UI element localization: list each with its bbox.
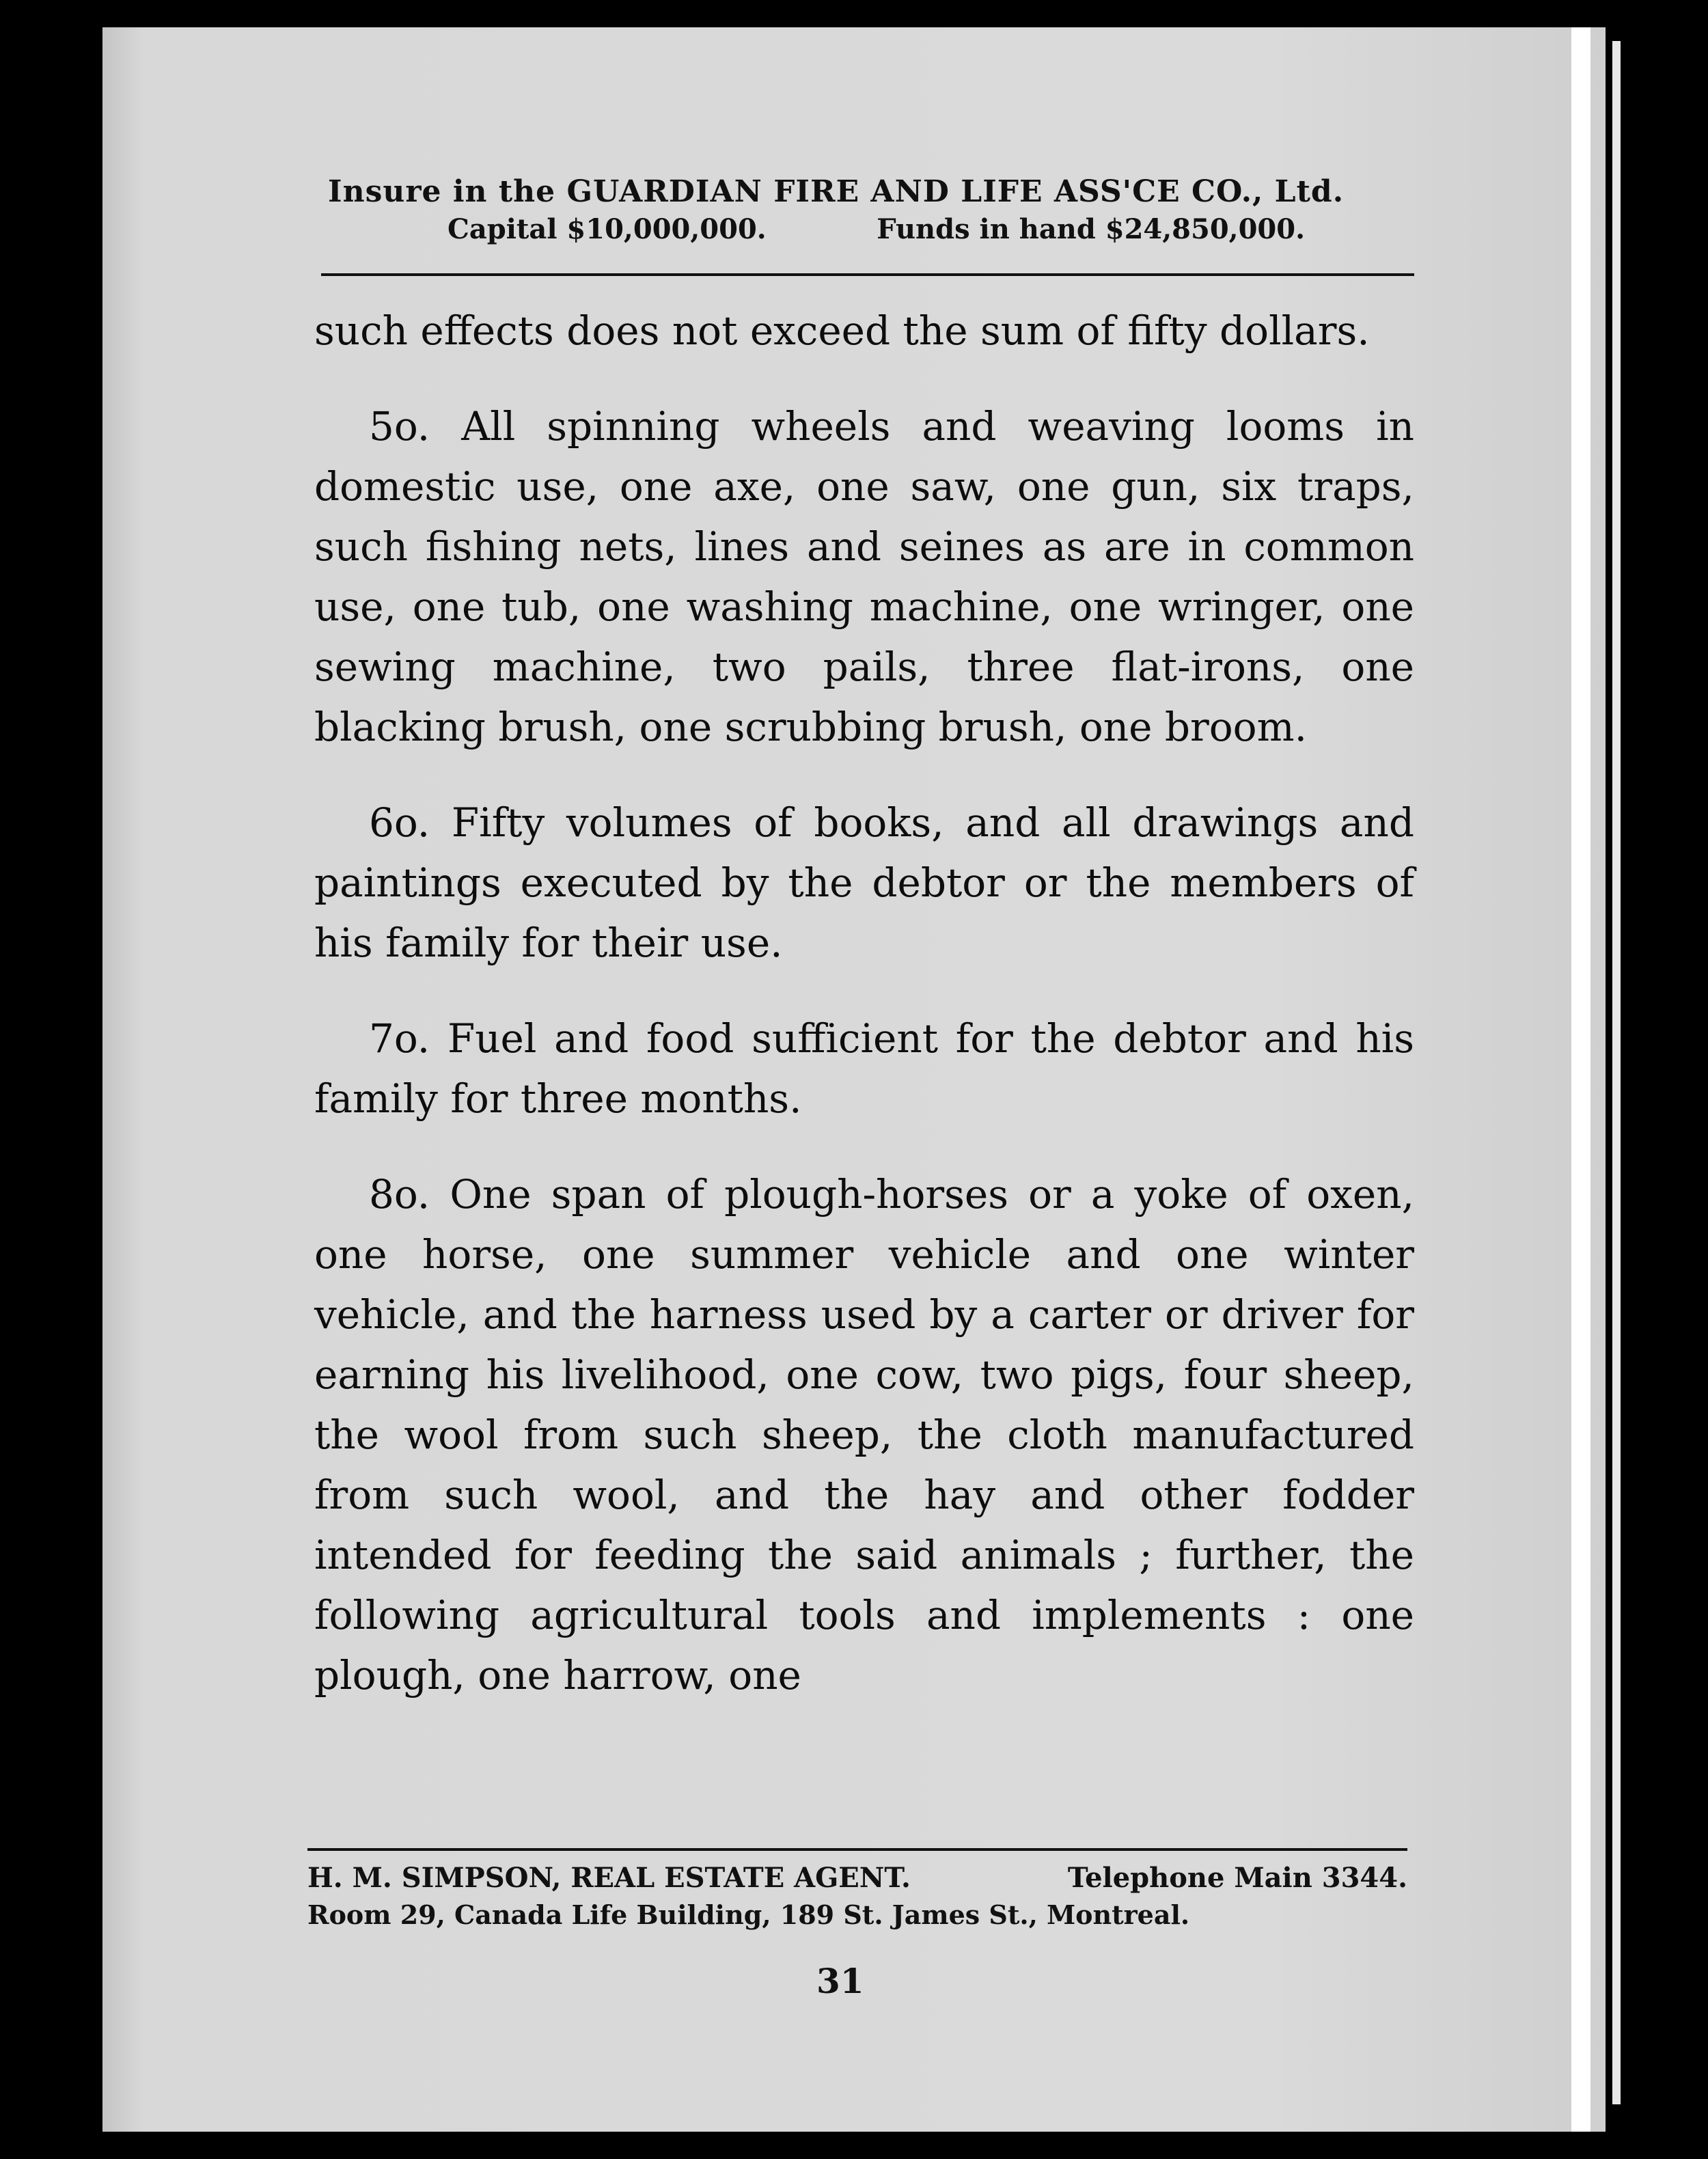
header-capital: Capital $10,000,000.: [447, 213, 767, 245]
header-figures: [328, 213, 1414, 245]
footer-telephone: Telephone Main 3344.: [1067, 1862, 1407, 1894]
footer-agent: H. M. SIMPSON, REAL ESTATE AGENT.: [307, 1862, 911, 1894]
continuation-paragraph: such effects does not exceed the sum of fifty dollars.: [314, 307, 1370, 354]
paragraph-8: 8o. One span of plough-horses or a yoke of oxen, one horse, one summer vehicle and one winter vehicle, and the harness used by a carter or driver for earning his livelihood, one cow, two pigs, four sheep, the wool from such sheep, the cloth manufactured from such wool, and the hay and other fodder intended for feeding the said animals ; further, the following agricultural tools and implements : one plough, one harrow, one: [314, 1171, 1414, 1699]
body-text: [314, 301, 1414, 1741]
running-header: [328, 174, 1414, 245]
page-gutter: [1571, 27, 1590, 2132]
running-footer: [307, 1862, 1407, 1930]
footer-address: Room 29, Canada Life Building, 189 St. James St., Montreal.: [307, 1899, 1190, 1930]
header-rule: [321, 273, 1414, 276]
paragraph-6: 6o. Fifty volumes of books, and all drawings and paintings executed by the debtor or the members of his family for their use.: [314, 799, 1414, 966]
header-advert: Insure in the GUARDIAN FIRE AND LIFE ASS'CE CO., Ltd.: [328, 174, 1345, 209]
footer-rule: [307, 1848, 1407, 1851]
page-number: 31: [816, 1961, 864, 2001]
paragraph-5: 5o. All spinning wheels and weaving looms in domestic use, one axe, one saw, one gun, six traps, such fishing nets, lines and seines as are in common use, one tub, one washing machine, one wringer, one sewing machine, two pails, three flat-irons, one blacking brush, one scrubbing brush, one broom.: [314, 403, 1414, 750]
footer-line-1: [307, 1862, 1407, 1894]
facing-page-edge: [1612, 41, 1621, 2104]
paragraph-7: 7o. Fuel and food sufficient for the debtor and his family for three months.: [314, 1015, 1414, 1122]
header-funds: Funds in hand $24,850,000.: [877, 213, 1305, 245]
